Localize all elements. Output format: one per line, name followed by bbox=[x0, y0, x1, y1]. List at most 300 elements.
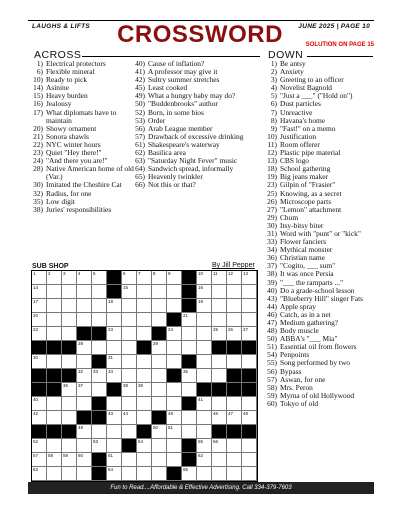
grid-cell[interactable] bbox=[212, 285, 227, 299]
clue-item bbox=[260, 68, 378, 76]
clue-item bbox=[260, 198, 378, 206]
grid-cell[interactable] bbox=[107, 299, 122, 313]
grid-cell[interactable] bbox=[212, 369, 227, 383]
grid-block-cell bbox=[47, 341, 62, 355]
grid-cell[interactable] bbox=[137, 299, 152, 313]
grid-cell[interactable] bbox=[32, 285, 47, 299]
grid-cell[interactable] bbox=[62, 355, 77, 369]
down-divider bbox=[307, 56, 373, 57]
grid-cell[interactable] bbox=[137, 285, 152, 299]
grid-block-cell bbox=[92, 327, 107, 341]
clue-number: 4) bbox=[270, 83, 277, 93]
grid-block-cell bbox=[62, 341, 77, 355]
grid-block-cell bbox=[167, 467, 182, 481]
grid-cell[interactable] bbox=[77, 453, 92, 467]
grid-block-cell bbox=[197, 383, 212, 397]
grid-cell[interactable] bbox=[137, 467, 152, 481]
grid-cell[interactable] bbox=[182, 341, 197, 355]
grid-block-cell bbox=[182, 355, 197, 369]
clue-number: 6) bbox=[36, 67, 43, 77]
grid-cell[interactable] bbox=[182, 313, 197, 327]
grid-cell[interactable] bbox=[227, 467, 242, 481]
grid-cell[interactable] bbox=[152, 467, 167, 481]
grid-cell[interactable] bbox=[152, 341, 167, 355]
grid-cell[interactable] bbox=[167, 271, 182, 285]
grid-cell[interactable] bbox=[137, 453, 152, 467]
grid-cell[interactable] bbox=[152, 313, 167, 327]
grid-cell[interactable] bbox=[182, 369, 197, 383]
grid-block-cell bbox=[62, 425, 77, 439]
grid-cell[interactable] bbox=[182, 383, 197, 397]
clue-number: 22) bbox=[33, 139, 43, 149]
grid-cell[interactable] bbox=[167, 453, 182, 467]
cell-number: 36 bbox=[63, 383, 69, 388]
clue-item bbox=[26, 206, 136, 214]
clue-item bbox=[260, 133, 378, 141]
clue-text: Knowing, as a secret bbox=[280, 189, 342, 198]
grid-cell[interactable] bbox=[152, 425, 167, 439]
clue-text: "Lemon" attachment bbox=[280, 205, 342, 214]
clue-number: 1) bbox=[270, 59, 277, 68]
grid-cell[interactable] bbox=[167, 397, 182, 411]
grid-cell[interactable] bbox=[137, 327, 152, 341]
grid-cell[interactable] bbox=[227, 285, 242, 299]
grid-cell[interactable] bbox=[107, 411, 122, 425]
clue-item bbox=[260, 359, 378, 367]
clue-item bbox=[260, 149, 378, 157]
grid-cell[interactable] bbox=[212, 313, 227, 327]
clue-number: 27) bbox=[267, 204, 277, 214]
grid-cell[interactable] bbox=[92, 369, 107, 383]
clue-number: 55) bbox=[267, 358, 277, 368]
grid-block-cell bbox=[227, 425, 242, 439]
cell-number: 29 bbox=[153, 341, 159, 346]
grid-cell[interactable] bbox=[107, 341, 122, 355]
grid-cell[interactable] bbox=[212, 271, 227, 285]
grid-cell[interactable] bbox=[92, 271, 107, 285]
grid-cell[interactable] bbox=[167, 383, 182, 397]
clue-number: 35) bbox=[33, 196, 43, 206]
cell-number: 58 bbox=[48, 453, 54, 458]
grid-cell[interactable] bbox=[227, 299, 242, 313]
grid-cell[interactable] bbox=[212, 397, 227, 411]
clue-item bbox=[260, 141, 378, 149]
grid-cell[interactable] bbox=[107, 467, 122, 481]
grid-cell[interactable] bbox=[62, 327, 77, 341]
clue-number: 58) bbox=[267, 382, 277, 392]
cell-number: 18 bbox=[108, 299, 114, 304]
cell-number: 1 bbox=[33, 271, 36, 276]
clue-number: 30) bbox=[33, 180, 43, 190]
clue-text: Mrs. Peron bbox=[280, 383, 313, 392]
grid-cell[interactable] bbox=[227, 271, 242, 285]
clue-text: Anxiety bbox=[280, 68, 304, 77]
grid-cell[interactable] bbox=[77, 425, 92, 439]
grid-cell[interactable] bbox=[122, 327, 137, 341]
grid-cell[interactable] bbox=[77, 397, 92, 411]
clue-item bbox=[260, 303, 378, 311]
grid-cell[interactable] bbox=[32, 355, 47, 369]
grid-cell[interactable] bbox=[32, 327, 47, 341]
clue-item bbox=[260, 384, 378, 392]
grid-cell[interactable] bbox=[227, 453, 242, 467]
clue-text: Flower fanciers bbox=[280, 238, 327, 247]
grid-cell[interactable] bbox=[92, 285, 107, 299]
grid-cell[interactable] bbox=[47, 271, 62, 285]
grid-cell[interactable] bbox=[47, 397, 62, 411]
clue-number: 57) bbox=[135, 131, 145, 141]
grid-cell[interactable] bbox=[92, 299, 107, 313]
grid-cell[interactable] bbox=[32, 271, 47, 285]
grid-cell[interactable] bbox=[212, 467, 227, 481]
grid-block-cell bbox=[107, 383, 122, 397]
grid-cell[interactable] bbox=[197, 341, 212, 355]
grid-cell[interactable] bbox=[197, 467, 212, 481]
cell-number: 11 bbox=[213, 271, 218, 276]
across-clues-column-2 bbox=[128, 60, 260, 190]
clue-text: Mythical monster bbox=[280, 246, 333, 255]
grid-cell[interactable] bbox=[197, 439, 212, 453]
grid-cell[interactable] bbox=[212, 439, 227, 453]
grid-cell[interactable] bbox=[32, 397, 47, 411]
grid-cell[interactable] bbox=[77, 467, 92, 481]
grid-cell[interactable] bbox=[137, 383, 152, 397]
grid-cell[interactable] bbox=[122, 355, 137, 369]
grid-cell[interactable] bbox=[242, 271, 257, 285]
grid-cell[interactable] bbox=[92, 439, 107, 453]
grid-cell[interactable] bbox=[242, 467, 257, 481]
clue-number: 53) bbox=[135, 115, 145, 125]
clue-text: Be antsy bbox=[280, 60, 306, 68]
grid-cell[interactable] bbox=[47, 453, 62, 467]
grid-cell[interactable] bbox=[152, 299, 167, 313]
grid-cell[interactable] bbox=[197, 299, 212, 313]
clue-item bbox=[260, 376, 378, 384]
clue-text: "Just a ___" ("Hold on") bbox=[280, 92, 353, 101]
cell-number: 28 bbox=[78, 341, 84, 346]
grid-cell[interactable] bbox=[212, 327, 227, 341]
grid-cell[interactable] bbox=[62, 397, 77, 411]
grid-cell[interactable] bbox=[242, 285, 257, 299]
clue-text: "Buddenbrooks" author bbox=[148, 99, 218, 109]
clue-text: School gathering bbox=[280, 165, 331, 174]
grid-cell[interactable] bbox=[122, 411, 137, 425]
clue-number: 14) bbox=[33, 83, 43, 93]
clue-item bbox=[260, 173, 378, 181]
grid-cell[interactable] bbox=[212, 299, 227, 313]
grid-cell[interactable] bbox=[182, 327, 197, 341]
grid-cell[interactable] bbox=[167, 411, 182, 425]
clue-text: Christian name bbox=[280, 254, 325, 263]
grid-cell[interactable] bbox=[122, 453, 137, 467]
grid-cell[interactable] bbox=[137, 397, 152, 411]
clue-text: Born, in some bios bbox=[148, 107, 204, 117]
grid-cell[interactable] bbox=[62, 439, 77, 453]
grid-cell[interactable] bbox=[122, 369, 137, 383]
grid-cell[interactable] bbox=[167, 299, 182, 313]
grid-cell[interactable] bbox=[122, 313, 137, 327]
clue-item bbox=[260, 230, 378, 238]
clue-item bbox=[260, 368, 378, 376]
clue-number: 42) bbox=[135, 75, 145, 85]
grid-cell[interactable] bbox=[197, 327, 212, 341]
grid-block-cell bbox=[107, 271, 122, 285]
clue-text: Sandwich spread, informally bbox=[148, 164, 234, 174]
grid-cell[interactable] bbox=[137, 313, 152, 327]
grid-cell[interactable] bbox=[32, 467, 47, 481]
grid-cell[interactable] bbox=[152, 355, 167, 369]
clue-text: Dust particles bbox=[280, 100, 321, 109]
grid-cell[interactable] bbox=[122, 467, 137, 481]
grid-cell[interactable] bbox=[152, 383, 167, 397]
grid-cell[interactable] bbox=[242, 453, 257, 467]
grid-cell[interactable] bbox=[77, 341, 92, 355]
grid-cell[interactable] bbox=[197, 285, 212, 299]
grid-cell[interactable] bbox=[92, 425, 107, 439]
grid-cell[interactable] bbox=[62, 285, 77, 299]
grid-cell[interactable] bbox=[32, 313, 47, 327]
grid-cell[interactable] bbox=[242, 313, 257, 327]
clue-number: 39) bbox=[267, 277, 277, 287]
grid-cell[interactable] bbox=[152, 271, 167, 285]
cell-number: 62 bbox=[198, 453, 204, 458]
grid-cell[interactable] bbox=[47, 439, 62, 453]
grid-cell[interactable] bbox=[62, 271, 77, 285]
clue-number: 10) bbox=[33, 75, 43, 85]
grid-cell[interactable] bbox=[32, 411, 47, 425]
grid-cell[interactable] bbox=[197, 313, 212, 327]
clue-text: Medium gathering? bbox=[280, 319, 339, 327]
grid-cell[interactable] bbox=[62, 467, 77, 481]
cell-number: 9 bbox=[168, 271, 171, 276]
grid-cell[interactable] bbox=[47, 467, 62, 481]
grid-cell[interactable] bbox=[152, 285, 167, 299]
clue-text: Radius, for one bbox=[46, 188, 92, 198]
puzzle-name: SUB SHOP bbox=[32, 263, 69, 270]
clue-number: 61) bbox=[135, 139, 145, 149]
grid-cell[interactable] bbox=[107, 439, 122, 453]
grid-block-cell bbox=[92, 355, 107, 369]
clue-number: 18) bbox=[267, 164, 277, 174]
clue-text: "Blueberry Hill" singer Fats bbox=[280, 294, 364, 303]
grid-cell[interactable] bbox=[122, 299, 137, 313]
grid-cell[interactable] bbox=[197, 453, 212, 467]
grid-block-cell bbox=[242, 383, 257, 397]
clue-number: 19) bbox=[267, 172, 277, 182]
grid-cell[interactable] bbox=[212, 453, 227, 467]
clue-item bbox=[260, 157, 378, 165]
grid-block-cell bbox=[182, 299, 197, 313]
grid-cell[interactable] bbox=[137, 369, 152, 383]
grid-cell[interactable] bbox=[77, 313, 92, 327]
grid-cell[interactable] bbox=[227, 313, 242, 327]
clue-text: "Fast!" on a memo bbox=[280, 124, 336, 133]
cell-number: 52 bbox=[33, 439, 39, 444]
cell-number: 53 bbox=[93, 439, 99, 444]
grid-cell[interactable] bbox=[197, 411, 212, 425]
down-heading: DOWN bbox=[268, 49, 304, 61]
clue-text: Body muscle bbox=[280, 327, 319, 336]
grid-cell[interactable] bbox=[62, 383, 77, 397]
grid-cell[interactable] bbox=[32, 439, 47, 453]
grid-cell[interactable] bbox=[47, 355, 62, 369]
cell-number: 41 bbox=[198, 397, 204, 402]
cell-number: 38 bbox=[123, 383, 129, 388]
cell-number: 60 bbox=[78, 453, 84, 458]
grid-cell[interactable] bbox=[152, 397, 167, 411]
clue-item bbox=[260, 319, 378, 327]
grid-cell[interactable] bbox=[107, 327, 122, 341]
grid-cell[interactable] bbox=[122, 383, 137, 397]
clue-item bbox=[260, 246, 378, 254]
grid-block-cell bbox=[167, 369, 182, 383]
cell-number: 49 bbox=[78, 425, 84, 430]
clue-item bbox=[260, 165, 378, 173]
grid-cell[interactable] bbox=[242, 411, 257, 425]
grid-cell[interactable] bbox=[227, 439, 242, 453]
grid-cell[interactable] bbox=[242, 299, 257, 313]
grid-cell[interactable] bbox=[227, 397, 242, 411]
grid-cell[interactable] bbox=[47, 299, 62, 313]
grid-cell[interactable] bbox=[122, 341, 137, 355]
grid-cell[interactable] bbox=[137, 355, 152, 369]
grid-cell[interactable] bbox=[152, 453, 167, 467]
clue-item bbox=[260, 117, 378, 125]
cell-number: 44 bbox=[123, 411, 129, 416]
grid-cell[interactable] bbox=[137, 411, 152, 425]
grid-cell[interactable] bbox=[107, 355, 122, 369]
grid-block-cell bbox=[212, 383, 227, 397]
grid-cell[interactable] bbox=[167, 439, 182, 453]
grid-cell[interactable] bbox=[242, 397, 257, 411]
clue-number: 1) bbox=[36, 59, 43, 68]
grid-cell[interactable] bbox=[107, 313, 122, 327]
grid-cell[interactable] bbox=[107, 397, 122, 411]
cell-number: 15 bbox=[123, 285, 129, 290]
grid-cell[interactable] bbox=[182, 467, 197, 481]
grid-cell[interactable] bbox=[152, 369, 167, 383]
grid-cell[interactable] bbox=[137, 271, 152, 285]
clue-number: 37) bbox=[267, 261, 277, 271]
grid-cell[interactable] bbox=[242, 439, 257, 453]
clue-number: 54) bbox=[267, 350, 277, 360]
clue-text: Tokyo of old bbox=[280, 399, 319, 408]
clue-number: 5) bbox=[270, 91, 277, 101]
clue-text: Do a grade-school lesson bbox=[280, 286, 355, 295]
grid-cell[interactable] bbox=[77, 299, 92, 313]
clue-item bbox=[260, 351, 378, 359]
grid-cell[interactable] bbox=[227, 327, 242, 341]
grid-cell[interactable] bbox=[107, 425, 122, 439]
grid-cell[interactable] bbox=[227, 411, 242, 425]
grid-cell[interactable] bbox=[47, 327, 62, 341]
grid-block-cell bbox=[77, 411, 92, 425]
cell-number: 31 bbox=[108, 355, 114, 360]
grid-cell[interactable] bbox=[122, 397, 137, 411]
grid-cell[interactable] bbox=[77, 383, 92, 397]
clue-text: Ready to pick bbox=[46, 75, 88, 85]
clue-number: 62) bbox=[135, 148, 145, 158]
clue-number: 16) bbox=[33, 99, 43, 109]
grid-cell[interactable] bbox=[92, 341, 107, 355]
clue-number: 3) bbox=[270, 75, 277, 85]
grid-cell[interactable] bbox=[107, 369, 122, 383]
grid-cell[interactable] bbox=[137, 439, 152, 453]
grid-cell[interactable] bbox=[167, 341, 182, 355]
grid-cell[interactable] bbox=[197, 355, 212, 369]
grid-cell[interactable] bbox=[167, 285, 182, 299]
clue-text: Apple spray bbox=[280, 302, 316, 311]
grid-cell[interactable] bbox=[77, 369, 92, 383]
grid-cell[interactable] bbox=[242, 355, 257, 369]
grid-cell[interactable] bbox=[62, 313, 77, 327]
grid-cell[interactable] bbox=[47, 285, 62, 299]
grid-cell[interactable] bbox=[47, 411, 62, 425]
grid-cell[interactable] bbox=[182, 425, 197, 439]
grid-cell[interactable] bbox=[122, 271, 137, 285]
clue-item bbox=[260, 181, 378, 189]
grid-cell[interactable] bbox=[77, 439, 92, 453]
clue-text: Sultry summer stretches bbox=[148, 75, 220, 85]
grid-cell[interactable] bbox=[62, 299, 77, 313]
grid-cell[interactable] bbox=[62, 453, 77, 467]
grid-cell[interactable] bbox=[197, 369, 212, 383]
cell-number: 45 bbox=[168, 411, 174, 416]
clue-item bbox=[260, 287, 378, 295]
grid-cell[interactable] bbox=[32, 299, 47, 313]
grid-cell[interactable] bbox=[62, 411, 77, 425]
grid-block-cell bbox=[32, 341, 47, 355]
grid-cell[interactable] bbox=[167, 327, 182, 341]
clue-number: 21) bbox=[33, 131, 43, 141]
grid-cell[interactable] bbox=[92, 383, 107, 397]
clue-number: 56) bbox=[135, 123, 145, 133]
grid-cell[interactable] bbox=[77, 355, 92, 369]
grid-cell[interactable] bbox=[167, 425, 182, 439]
grid-cell[interactable] bbox=[242, 327, 257, 341]
grid-cell[interactable] bbox=[107, 453, 122, 467]
clue-number: 32) bbox=[33, 188, 43, 198]
grid-cell[interactable] bbox=[182, 411, 197, 425]
clue-number: 31) bbox=[267, 228, 277, 238]
clue-number: 66) bbox=[135, 180, 145, 190]
clue-item bbox=[260, 76, 378, 84]
grid-cell[interactable] bbox=[47, 313, 62, 327]
clue-text: Order bbox=[148, 115, 166, 125]
grid-cell[interactable] bbox=[212, 355, 227, 369]
grid-cell[interactable] bbox=[77, 271, 92, 285]
grid-cell[interactable] bbox=[197, 271, 212, 285]
clue-number: 17) bbox=[33, 107, 43, 117]
grid-cell[interactable] bbox=[197, 397, 212, 411]
grid-cell[interactable] bbox=[197, 425, 212, 439]
grid-cell[interactable] bbox=[92, 313, 107, 327]
grid-block-cell bbox=[137, 341, 152, 355]
grid-block-cell bbox=[242, 425, 257, 439]
grid-cell[interactable] bbox=[212, 411, 227, 425]
grid-block-cell bbox=[182, 271, 197, 285]
grid-cell[interactable] bbox=[152, 439, 167, 453]
clue-item bbox=[260, 222, 378, 230]
grid-cell[interactable] bbox=[227, 355, 242, 369]
grid-cell[interactable] bbox=[122, 285, 137, 299]
grid-cell[interactable] bbox=[122, 425, 137, 439]
grid-cell[interactable] bbox=[32, 453, 47, 467]
grid-block-cell bbox=[47, 425, 62, 439]
grid-cell[interactable] bbox=[167, 355, 182, 369]
footer-banner: Fun to Read....Affordable & Effective Advertising. Call 334-379-7603 bbox=[28, 482, 374, 494]
grid-cell[interactable] bbox=[77, 285, 92, 299]
